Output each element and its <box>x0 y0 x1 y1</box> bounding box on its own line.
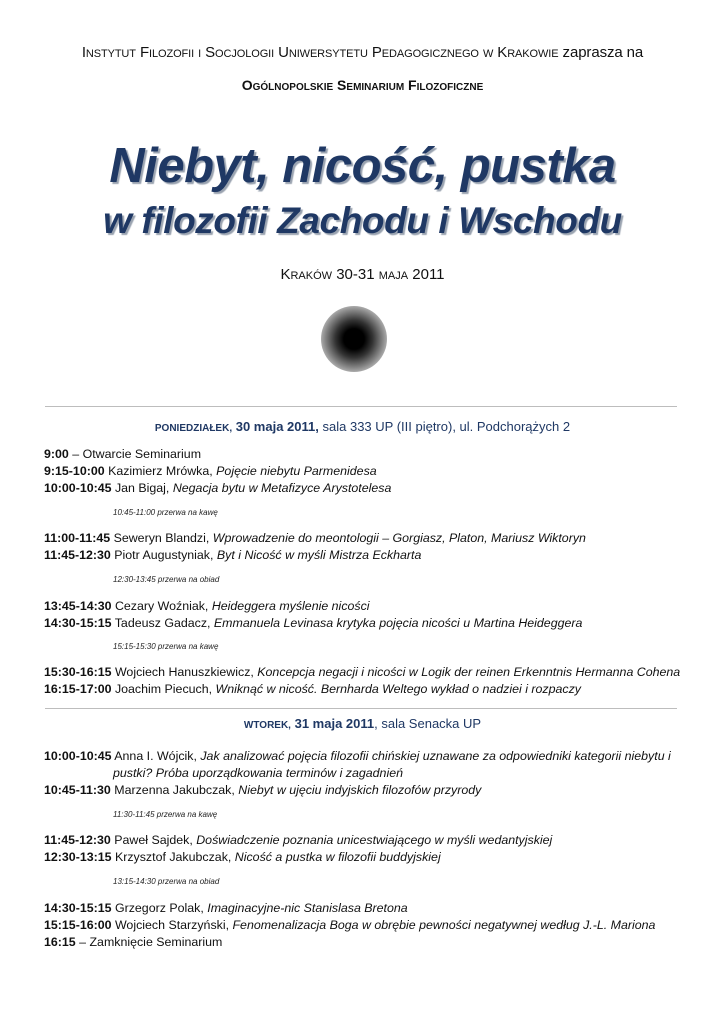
session-time: 12:30-13:15 <box>44 850 112 864</box>
break-note: 11:30-11:45 przerwa na kawę <box>113 810 218 819</box>
day1-header <box>0 419 725 434</box>
session-row <box>44 664 680 681</box>
session-time: 15:30-16:15 <box>44 665 112 679</box>
session-speaker: Marzenna Jakubczak, <box>110 783 239 797</box>
break-note: 10:45-11:00 przerwa na kawę <box>113 508 218 517</box>
session-topic: Heideggera myślenie nicości <box>211 599 370 613</box>
session-row <box>44 832 552 849</box>
session-topic: Emmanuela Levinasa krytyka pojęcia nicości u Martina Heideggera <box>213 616 583 630</box>
session-time: 11:45-12:30 <box>44 833 111 847</box>
city: Kraków <box>280 266 333 283</box>
session-row <box>44 615 582 632</box>
day1-date: 30 maja 2011, <box>235 419 319 434</box>
session-speaker: Joachim Piecuch, <box>111 682 216 696</box>
session-time: 10:00-10:45 <box>44 481 112 495</box>
session-time: 14:30-15:15 <box>44 616 112 630</box>
session-topic: Fenomenalizacja Boga w obrębie pewności negatywnej według J.-L. Mariona <box>232 918 656 932</box>
session-row <box>44 748 684 782</box>
session-topic: Wprowadzenie do meontologii – Gorgiasz, Platon, Mariusz Wiktoryn <box>212 531 586 545</box>
place-date <box>0 266 725 283</box>
session-time: 13:45-14:30 <box>44 599 112 613</box>
session-topic: Jak analizować pojęcia filozofii chińskiej uznawane za odpowiedniki kategorii niebytu i <box>200 749 671 763</box>
void-circle-image <box>321 306 387 372</box>
month: maja <box>378 266 409 283</box>
dates: 30-31 <box>336 266 375 283</box>
session-topic-continued: pustki? Próba uporządkowania terminów i zagadnień <box>113 766 403 780</box>
session-time: 10:45-11:30 <box>44 783 111 797</box>
session-topic: Byt i Nicość w myśli Mistrza Eckharta <box>216 548 422 562</box>
session-speaker: Piotr Augustyniak, <box>110 548 217 562</box>
day2-name: WTOREK, <box>243 720 291 731</box>
session-topic: Niebyt w ujęciu indyjskich filozofów przyrody <box>238 783 482 797</box>
title-line1: Niebyt, nicość, pustka <box>109 139 616 193</box>
day2-location: , sala Senacka UP <box>374 716 482 731</box>
session-speaker: Kazimierz Mrówka, <box>104 464 217 478</box>
session-topic: Nicość a pustka w filozofii buddyjskiej <box>234 850 441 864</box>
session-topic: Wniknąć w nicość. Bernharda Weltego wykład o nadziei i rozpaczy <box>215 682 581 696</box>
session-speaker: Seweryn Blandzi, <box>110 531 213 545</box>
session-time: 9:00 <box>44 447 69 461</box>
session-speaker: Krzysztof Jakubczak, <box>111 850 235 864</box>
session-time: 9:15-10:00 <box>44 464 105 478</box>
divider <box>45 708 677 709</box>
session-time: 11:00-11:45 <box>44 531 111 545</box>
day1-name: PONIEDZIAŁEK, <box>154 423 233 434</box>
break-note: 13:15-14:30 przerwa na obiad <box>113 877 220 886</box>
session-row <box>44 934 222 951</box>
session-speaker: Anna I. Wójcik, <box>111 749 201 763</box>
session-topic: Doświadczenie poznania unicestwiającego w myśli wedantyjskiej <box>196 833 553 847</box>
session-row <box>44 480 391 497</box>
session-speaker: Wojciech Hanuszkiewicz, <box>111 665 258 679</box>
session-row <box>44 530 586 547</box>
session-row <box>44 547 421 564</box>
session-topic: Pojęcie niebytu Parmenidesa <box>216 464 377 478</box>
day2-header <box>0 716 725 731</box>
invites-text: zaprasza na <box>562 44 644 61</box>
session-topic: Imaginacyjne-nic Stanislasa Bretona <box>207 901 408 915</box>
day1-location: sala 333 UP (III piętro), ul. Podchorążych 2 <box>322 419 571 434</box>
session-row <box>44 446 201 463</box>
session-time: 11:45-12:30 <box>44 548 111 562</box>
session-row <box>44 598 370 615</box>
break-note: 12:30-13:45 przerwa na obiad <box>113 575 220 584</box>
session-row <box>44 463 377 480</box>
session-text: – Zamknięcie Seminarium <box>75 935 223 949</box>
session-speaker: Paweł Sajdek, <box>110 833 197 847</box>
session-row <box>44 917 655 934</box>
session-text: – Otwarcie Seminarium <box>68 447 202 461</box>
title-line2: w filozofii Zachodu i Wschodu <box>103 200 622 241</box>
institute-name: Instytut Filozofii i Socjologii Uniwersytetu Pedagogicznego w Krakowie <box>81 44 559 61</box>
institute-header <box>0 44 725 61</box>
session-speaker: Wojciech Starzyński, <box>111 918 233 932</box>
session-speaker: Tadeusz Gadacz, <box>111 616 214 630</box>
session-time: 16:15-17:00 <box>44 682 112 696</box>
session-row <box>44 782 481 799</box>
break-note: 15:15-15:30 przerwa na kawę <box>113 642 219 651</box>
session-speaker: Grzegorz Polak, <box>111 901 208 915</box>
session-time: 10:00-10:45 <box>44 749 112 763</box>
session-time: 14:30-15:15 <box>44 901 112 915</box>
divider <box>45 406 677 407</box>
session-row <box>44 900 408 917</box>
session-speaker: Jan Bigaj, <box>111 481 173 495</box>
year: 2011 <box>412 266 445 283</box>
session-topic: Koncepcja negacji i nicości w Logik der reinen Erkenntnis Hermanna Cohena <box>257 665 681 679</box>
session-topic: Negacja bytu w Metafizyce Arystotelesa <box>172 481 392 495</box>
session-time: 15:15-16:00 <box>44 918 112 932</box>
session-row <box>44 681 581 698</box>
session-time: 16:15 <box>44 935 76 949</box>
session-speaker: Cezary Woźniak, <box>111 599 212 613</box>
seminar-name: Ogólnopolskie Seminarium Filozoficzne <box>241 77 484 93</box>
day2-date: 31 maja 2011 <box>294 716 375 731</box>
session-row <box>44 849 441 866</box>
